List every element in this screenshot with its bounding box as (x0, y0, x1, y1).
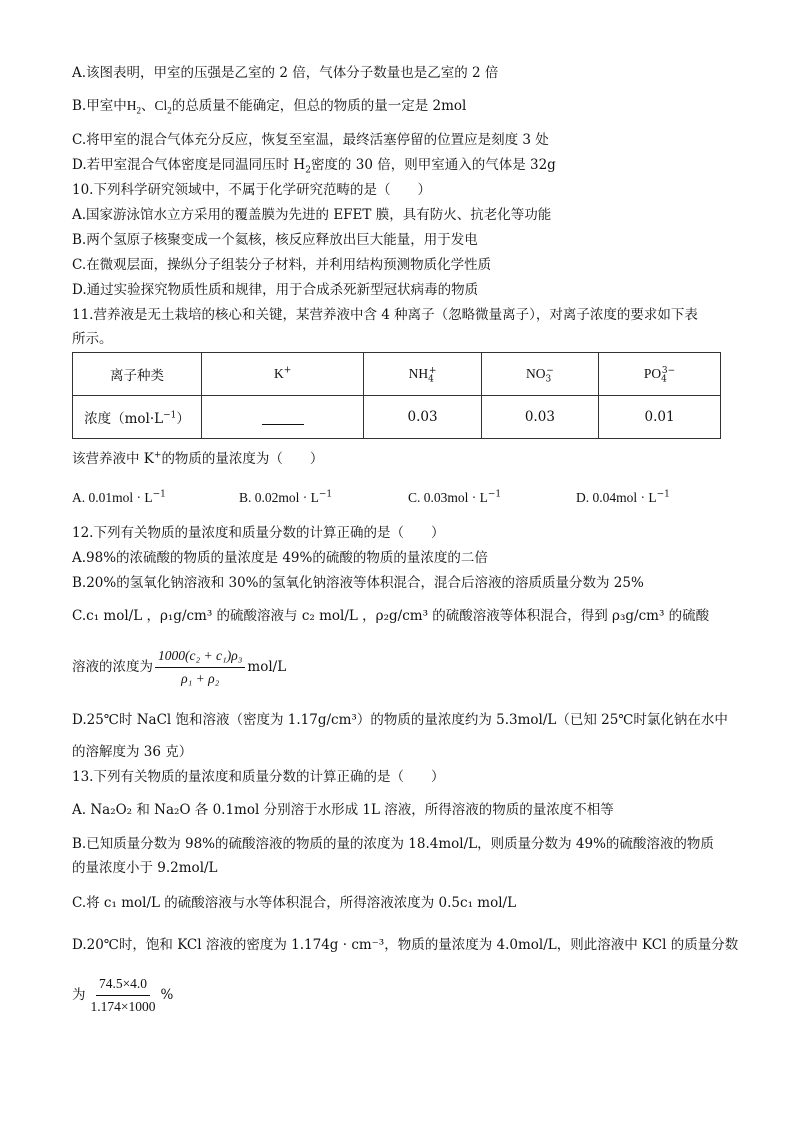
q11-stem-line2: 所示。 (72, 331, 113, 347)
q13-option-d-line1: D.20℃时，饱和 KCl 溶液的密度为 1.174g · cm⁻³，物质的量浓度为 4.0mol/L，则此溶液中 KCl 的质量分数 (72, 937, 739, 953)
q9-option-d (72, 155, 734, 175)
q10-option-a: A.国家游泳馆水立方采用的覆盖膜为先进的 EFET 膜，具有防火、抗老化等功能 (72, 207, 552, 223)
table-row (73, 353, 721, 396)
q9-option-b (72, 96, 734, 116)
ion-nh4: $NH_4^+$ (364, 353, 481, 396)
q11-stem-line1: 11.营养液是无土栽培的核心和关键，某营养液中含 4 种离子（忽略微量离子），对离子浓度的要求如下表 (72, 307, 698, 323)
q12-option-c-line2: 溶液的浓度为 $\frac{\text{1000(c₂ + c₁)ρ₃}}{\text{ρ₁ + ρ₂}}$ mol/L (72, 648, 287, 686)
q13-option-b-line2: 的量浓度小于 9.2mol/L (72, 860, 218, 876)
table-header-concentration: 浓度$(mol\cdot L^{-1})$ (73, 396, 202, 439)
q13-stem: 13.下列有关物质的量浓度和质量分数的计算正确的是（ ） (72, 769, 445, 785)
q11-options (72, 490, 734, 510)
q12-stem: 12.下列有关物质的量浓度和质量分数的计算正确的是（ ） (72, 525, 445, 541)
q11-question: 该营养液中 K+的物质的量浓度为（ ） (72, 450, 324, 467)
q12-option-b: B.20%的氢氧化钠溶液和 30%的氢氧化钠溶液等体积混合，混合后溶液的溶质质量分数为 25% (72, 575, 644, 591)
ion-k: K+ (202, 353, 364, 396)
q13-option-d-line2: 为 $\frac{74.5\times 4.0}{1.174\times 1000}$ % (72, 976, 174, 1014)
k-concentration-blank (202, 396, 364, 439)
q12-option-d-line2: 的溶解度为 36 克） (72, 744, 193, 760)
q9-option-b-prefix: B.甲室中 (72, 98, 127, 114)
q13-option-a: A. Na₂O₂ 和 Na₂O 各 0.1mol 分别溶于水形成 1L 溶液，所得溶液的物质的量浓度不相等 (72, 802, 614, 818)
q9-option-d-suffix: 密度的 30 倍，则甲室通入的气体是 32g (310, 157, 556, 173)
q10-option-b: B.两个氢原子核聚变成一个氦核，核反应释放出巨大能量，用于发电 (72, 232, 478, 248)
q11-option-c: C. $0.03mol \cdot L^{-1}$ (408, 489, 502, 505)
q13-option-c: C.将 c₁ mol/L 的硫酸溶液与水等体积混合，所得溶液浓度为 0.5c₁ mol/L (72, 895, 517, 911)
concentration-fraction: $\frac{\text{1000(c₂ + c₁)ρ₃}}{\text{ρ₁ + ρ₂}}$ (155, 647, 245, 688)
formula-cl2: $Cl_2$ (154, 98, 172, 116)
subscript: 2 (305, 165, 311, 176)
q10-option-d: D.通过实验探究物质性质和规律，用于合成杀死新型冠状病毒的物质 (72, 282, 479, 298)
q10-stem: 10.下列科学研究领域中，不属于化学研究范畴的是（ ） (72, 182, 431, 198)
table-row (73, 396, 721, 439)
ion-concentration-table (72, 352, 721, 439)
q13-option-b-line1: B.已知质量分数为 98%的硫酸溶液的物质的量的浓度为 18.4mol/L，则质量分数为 49%的硫酸溶液的物质 (72, 836, 714, 852)
q11-option-a: A. $0.01mol \cdot L^{-1}$ (72, 489, 166, 505)
answer-blank (262, 410, 304, 425)
q12-option-a: A.98%的浓硫酸的物质的量浓度是 49%的硫酸的物质的量浓度的二倍 (72, 550, 488, 566)
q9-option-b-suffix: 的总质量不能确定，但总的物质的量一定是 2mol (171, 98, 467, 114)
q10-option-c: C.在微观层面，操纵分子组装分子材料，并利用结构预测物质化学性质 (72, 257, 492, 273)
q11-option-d: D. $0.04mol \cdot L^{-1}$ (576, 489, 670, 505)
separator: 、 (140, 98, 155, 114)
ion-no3: $NO_3^-$ (481, 353, 598, 396)
q9-option-a: A.该图表明，甲室的压强是乙室的 2 倍，气体分子数量也是乙室的 2 倍 (72, 65, 499, 81)
mass-fraction: $\frac{74.5\times 4.0}{1.174\times 1000}$ (90, 976, 156, 1014)
q9-option-c: C.将甲室的混合气体充分反应，恢复至室温，最终活塞停留的位置应是刻度 3 处 (72, 132, 549, 148)
q11-option-b: B. $0.02mol \cdot L^{-1}$ (239, 489, 333, 505)
no3-concentration: 0.03 (481, 396, 598, 439)
ion-po4: $PO_4^{3-}$ (599, 353, 721, 396)
q9-option-d-prefix: D.若甲室混合气体密度是同温同压时 H (72, 157, 306, 173)
nh4-concentration: 0.03 (364, 396, 481, 439)
po4-concentration: 0.01 (599, 396, 721, 439)
q12-option-c-line1: C.c₁ mol/L ，ρ₁g/cm³ 的硫酸溶液与 c₂ mol/L ，ρ₂g/cm³ 的硫酸溶液等体积混合，得到 ρ₃g/cm³ 的硫酸 (72, 608, 710, 624)
q12-option-d-line1: D.25℃时 NaCl 饱和溶液（密度为 1.17g/cm³）的物质的量浓度约为 5.3mol/L（已知 25℃时氯化钠在水中 (72, 712, 728, 728)
formula-h2: $H_2$ (126, 98, 141, 116)
table-header-ion-type: 离子种类 (73, 353, 202, 396)
